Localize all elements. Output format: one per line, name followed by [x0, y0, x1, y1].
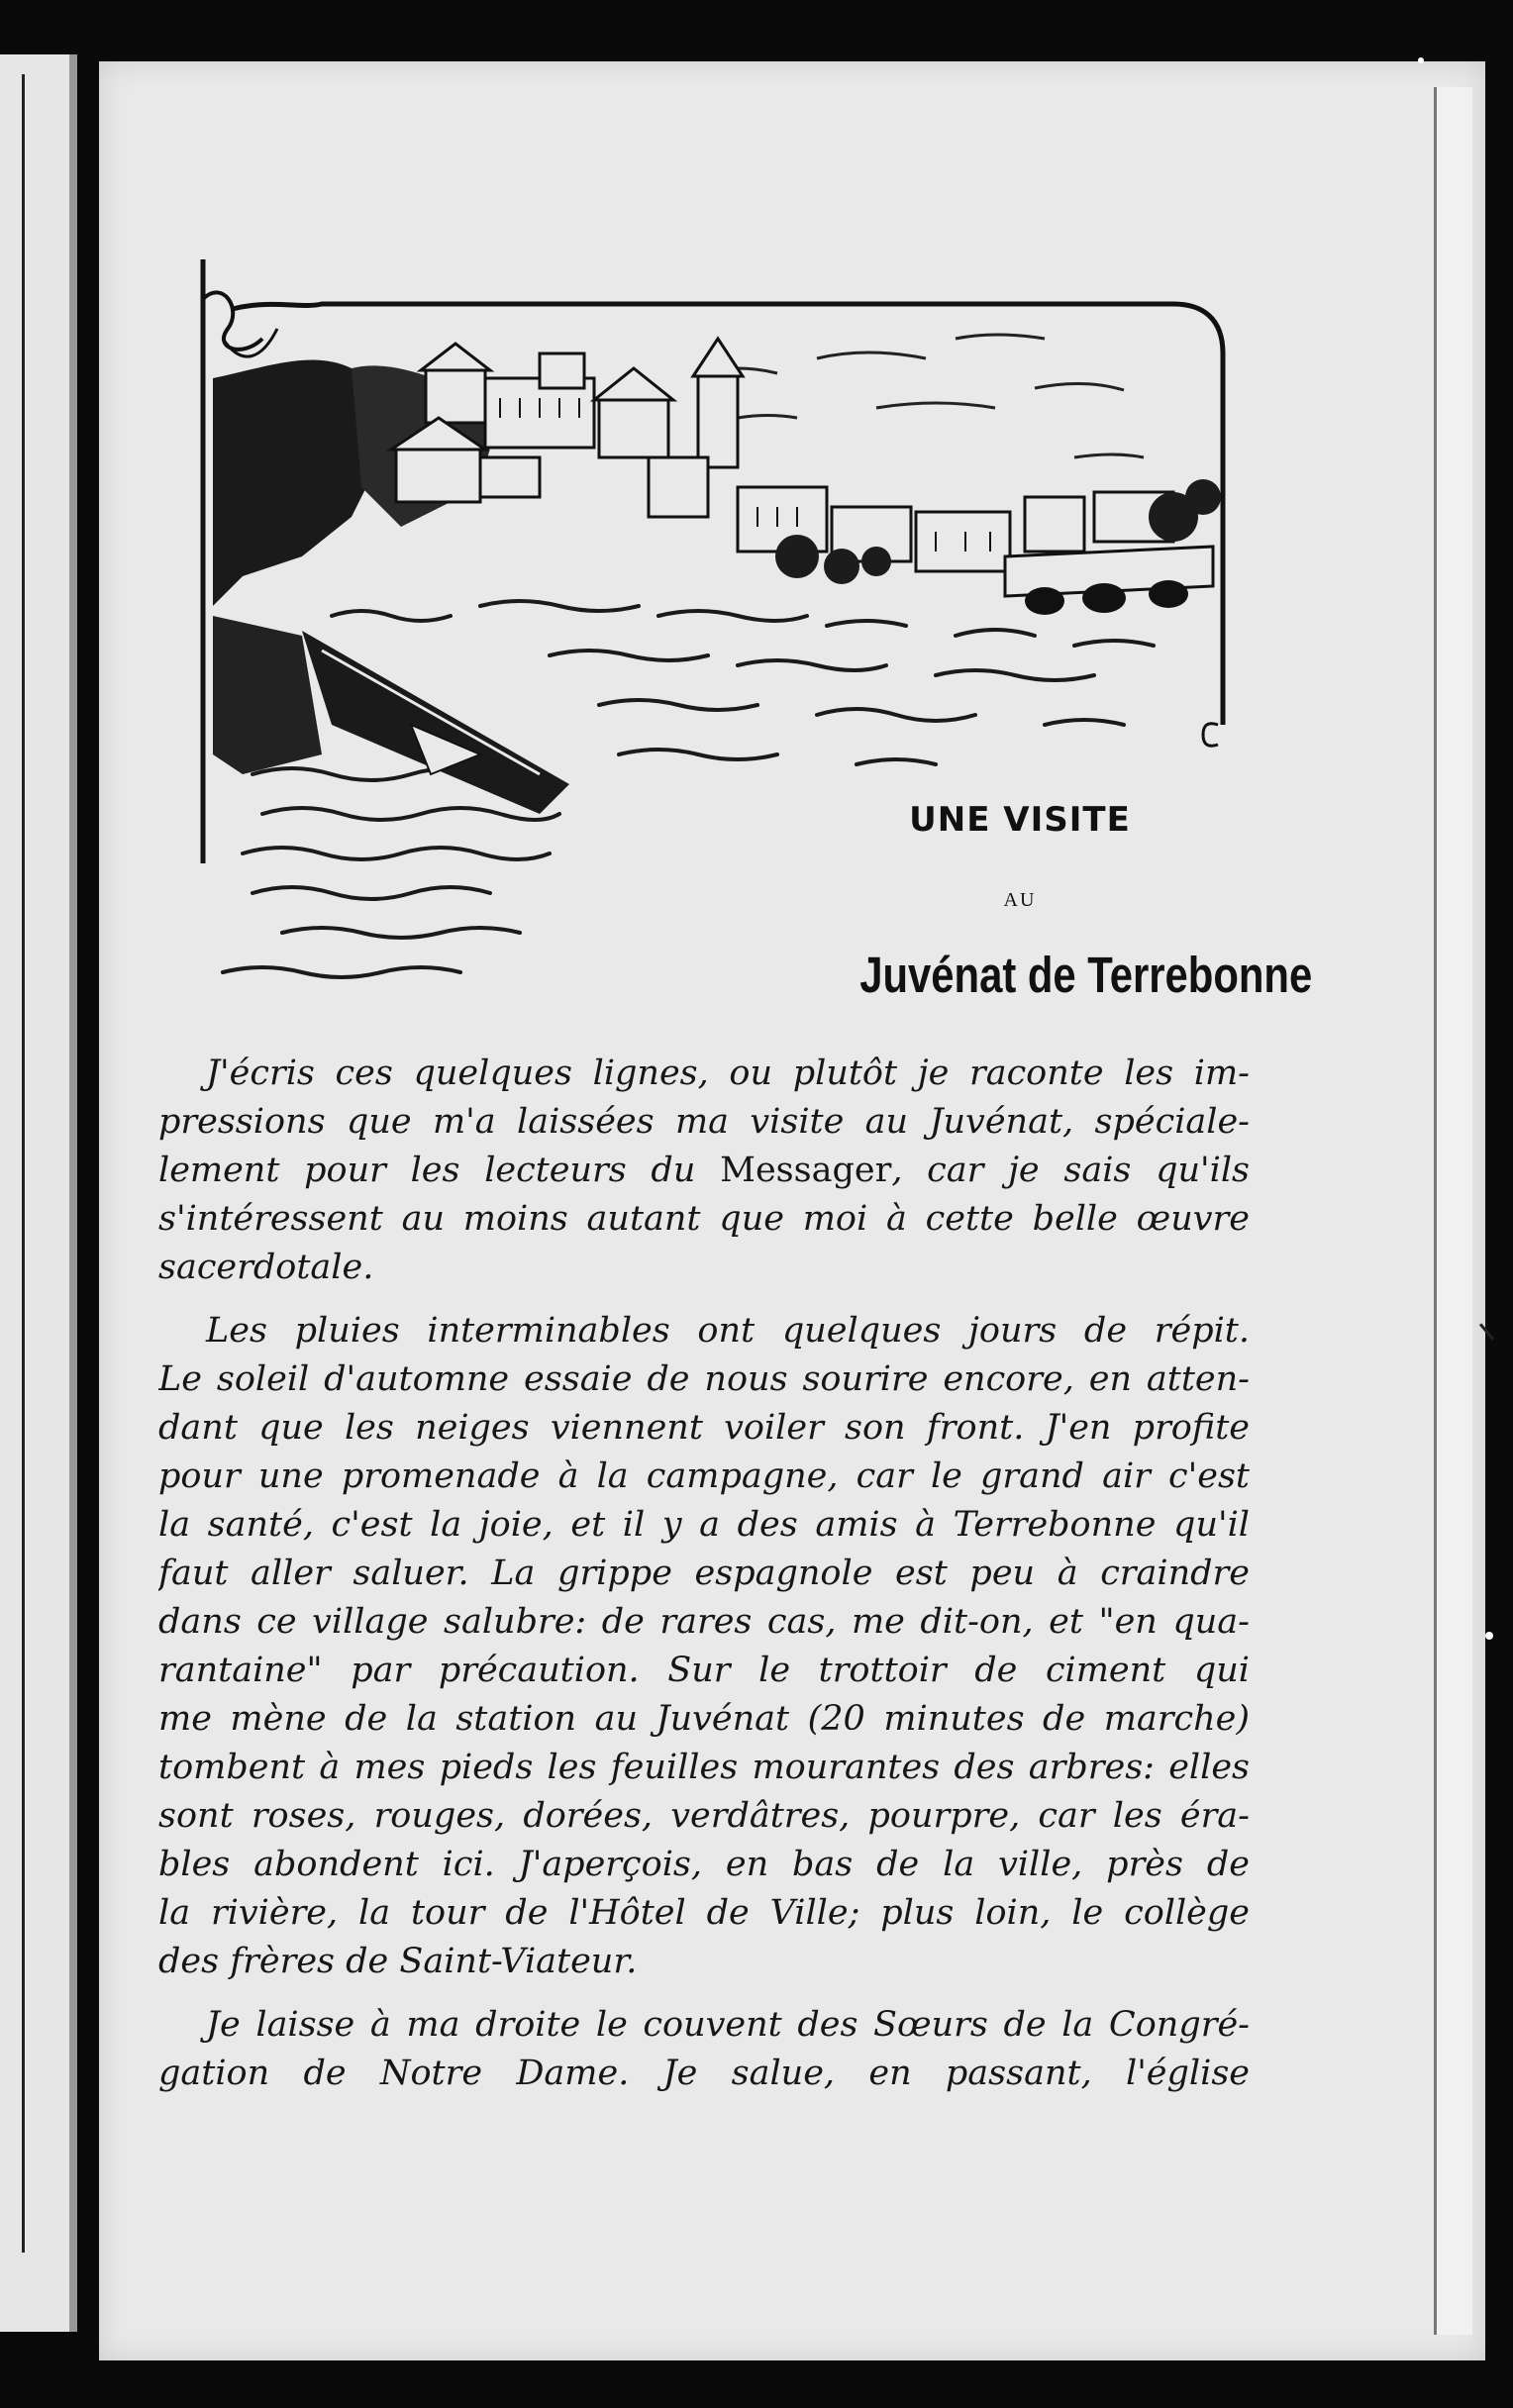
text-line: la rivière, la tour de l'Hôtel de Ville; plus loin, le collège: [158, 1893, 1250, 1933]
previous-page-edge: [0, 54, 77, 2332]
paragraph-3: [158, 2001, 1250, 2098]
scan-speck: [1485, 1632, 1493, 1640]
article-body: [158, 1050, 1250, 2113]
text-line: faut aller saluer. La grippe espagnole est peu à craindre: [158, 1554, 1250, 1593]
text-line: tombent à mes pieds les feuilles mourantes des arbres: elles: [158, 1748, 1250, 1787]
text-line: sacerdotale.: [158, 1248, 374, 1287]
text-line: bles abondent ici. J'aperçois, en bas de la ville, près de: [158, 1845, 1250, 1884]
text-line: lement pour les lecteurs du Messager, car je sais qu'ils: [158, 1151, 1250, 1190]
heading-au: AU: [1003, 889, 1037, 911]
page-stack-edge: [1434, 87, 1472, 2335]
paragraph-1: [158, 1050, 1250, 1292]
text-line: pressions que m'a laissées ma visite au Juvénat, spéciale-: [158, 1102, 1250, 1142]
text-line: rantaine" par précaution. Sur le trottoir de ciment qui: [158, 1651, 1250, 1690]
heading-title: Juvénat de Terrebonne: [859, 947, 1313, 1003]
publication-name: Messager: [720, 1151, 892, 1190]
text-line: la santé, c'est la joie, et il y a des amis à Terrebonne qu'il: [158, 1505, 1250, 1545]
text-line: J'écris ces quelques lignes, ou plutôt je raconte les im-: [206, 1054, 1250, 1093]
text-line: dans ce village salubre: de rares cas, me dit-on, et "en qua-: [158, 1602, 1250, 1642]
text-line: pour une promenade à la campagne, car le grand air c'est: [158, 1456, 1250, 1496]
text-line: Je laisse à ma droite le couvent des Sœurs de la Congré-: [206, 2005, 1250, 2045]
engraving-svg: [183, 259, 1282, 997]
text-line: dant que les neiges viennent voiler son front. J'en profite: [158, 1408, 1250, 1448]
heading-une-visite: UNE VISITE: [909, 800, 1131, 840]
village-river-illustration: [183, 259, 1282, 997]
text-line: des frères de Saint-Viateur.: [158, 1942, 638, 1981]
scan-speck: [1418, 57, 1424, 63]
text-line: sont roses, rouges, dorées, verdâtres, pourpre, car les éra-: [158, 1796, 1250, 1836]
text-line: s'intéressent au moins autant que moi à cette belle œuvre: [158, 1199, 1250, 1239]
page-shadow: [69, 54, 77, 2332]
text-line: gation de Notre Dame. Je salue, en passant, l'église: [158, 2054, 1250, 2093]
page-margin-rule: [22, 74, 25, 2253]
text-line: me mène de la station au Juvénat (20 minutes de marche): [158, 1699, 1250, 1739]
text-line: Le soleil d'automne essaie de nous sourire encore, en atten-: [158, 1359, 1250, 1399]
text-line: Les pluies interminables ont quelques jours de répit.: [206, 1311, 1250, 1351]
paragraph-2: [158, 1307, 1250, 1986]
